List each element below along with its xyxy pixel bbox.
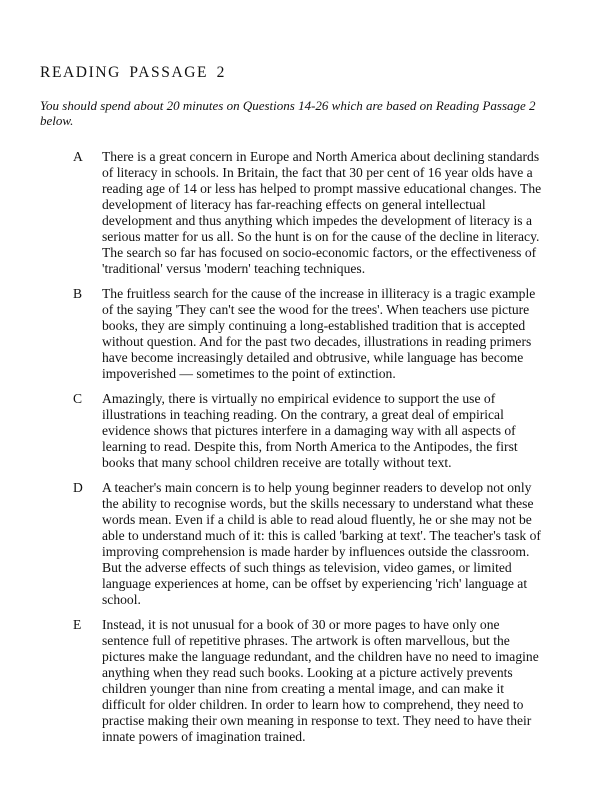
paragraph-a bbox=[73, 149, 543, 277]
paragraph-b bbox=[73, 286, 543, 382]
passage-body bbox=[73, 149, 543, 754]
paragraph-letter: D bbox=[73, 480, 83, 495]
paragraph-text: There is a great concern in Europe and North America about declining standards of literacy in schools. In Britain, the fact that 30 per cent of 16 year olds have a reading age of 14 or less has helped to prompt massive educational changes. The development of literacy has far-reaching effects on general intellectual development and thus anything which impedes the development of literacy is a serious matter for us all. So the hunt is on for the cause of the decline in literacy. The search so far has focused on socio-economic factors, or the effectiveness of 'traditional' versus 'modern' teaching techniques. bbox=[102, 149, 542, 276]
paragraph-text: Amazingly, there is virtually no empirical evidence to support the use of illustrations in teaching reading. On the contrary, a great deal of empirical evidence shows that pictures interfere in a damaging way with all aspects of learning to read. Despite this, from North America to the Antipodes, the first books that many school children receive are totally without text. bbox=[102, 391, 518, 470]
paragraph-c bbox=[73, 391, 543, 471]
paragraph-e bbox=[73, 617, 543, 745]
passage-instructions: You should spend about 20 minutes on Questions 14-26 which are based on Reading Passage 2 below. bbox=[40, 98, 536, 128]
passage-title: READING PASSAGE 2 bbox=[40, 64, 226, 81]
paragraph-letter: A bbox=[73, 149, 83, 164]
paragraph-letter: B bbox=[73, 286, 83, 301]
paragraph-letter: C bbox=[73, 391, 83, 406]
paragraph-text: A teacher's main concern is to help young beginner readers to develop not only the ability to recognise words, but the skills necessary to understand what these words mean. Even if a child is able to read aloud fluently, he or she may not be able to understand much of it: this is called 'barking at text'. The teacher's task of improving comprehension is made harder by influences outside the classroom. But the adverse effects of such things as television, video games, or limited language experiences at home, can be offset by experiencing 'rich' language at school. bbox=[102, 480, 541, 607]
paragraph-d bbox=[73, 480, 543, 608]
paragraph-text: The fruitless search for the cause of the increase in illiteracy is a tragic example of the saying 'They can't see the wood for the trees'. When teachers use picture books, they are simply continuing a long-established tradition that is accepted without question. And for the past two decades, illustrations in reading primers have become increasingly detailed and obtrusive, while language has become impoverished — sometimes to the point of extinction. bbox=[102, 286, 536, 381]
paragraph-letter: E bbox=[73, 617, 82, 632]
paragraph-text: Instead, it is not unusual for a book of 30 or more pages to have only one sentence full of repetitive phrases. The artwork is often marvellous, but the pictures make the language redundant, and the children have no need to imagine anything when they read such books. Looking at a picture actively prevents children younger than nine from creating a mental image, and can make it difficult for older children. In order to learn how to comprehend, they need to practise making their own meaning in response to text. They need to have their innate powers of imagination trained. bbox=[102, 617, 539, 744]
